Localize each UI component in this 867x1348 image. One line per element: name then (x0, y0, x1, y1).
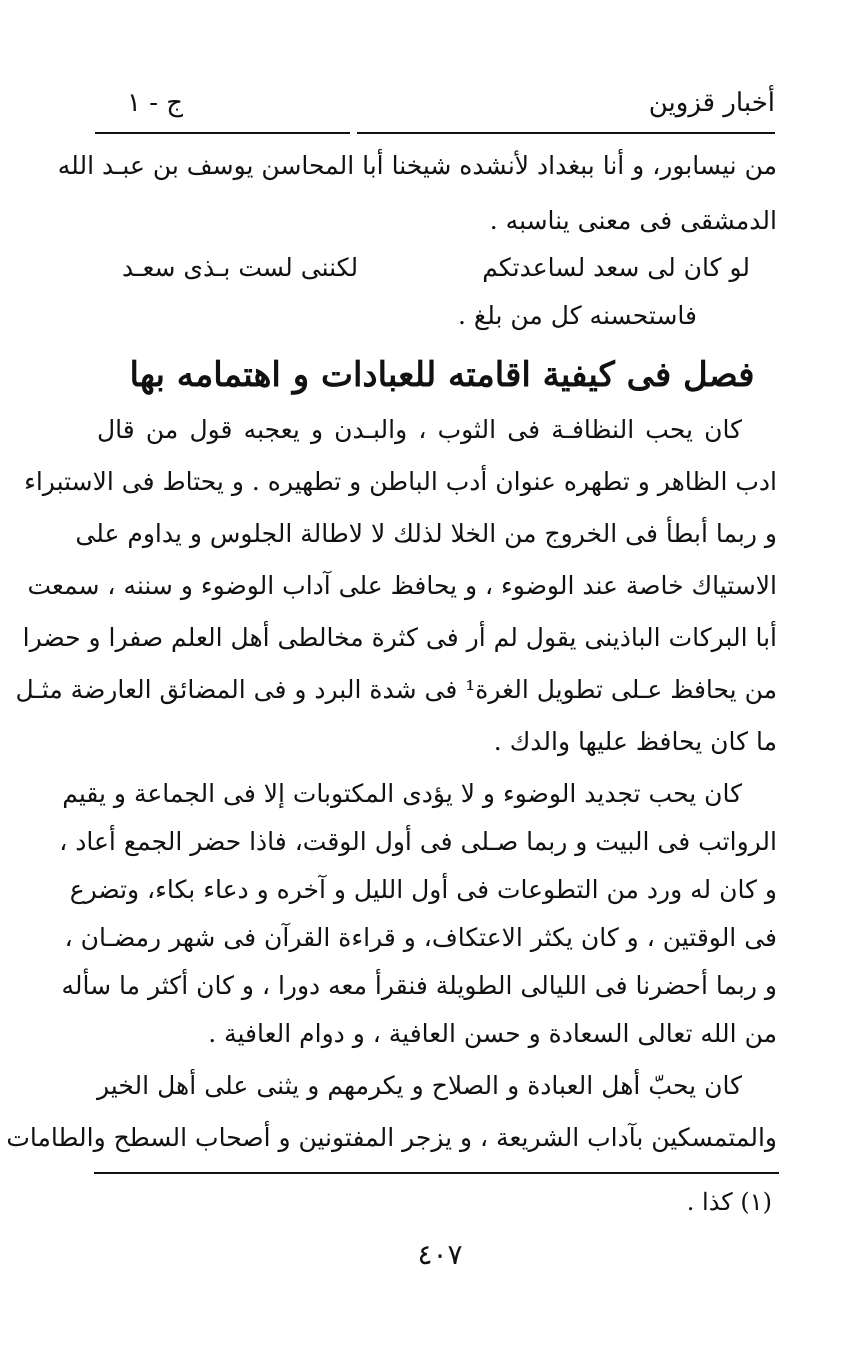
header-rule-left (95, 132, 350, 134)
text-line: و كان له ورد من التطوعات فى أول الليل و آخره و دعاء بكاء، وتضرع (69, 875, 777, 904)
text-line: والمتمسكين بآداب الشريعة ، و يزجر المفتونين و أصحاب السطح والطامات (6, 1123, 777, 1152)
footnote: (١) كذا . (686, 1188, 772, 1216)
text-line: من الله تعالى السعادة و حسن العافية ، و دوام العافية . (208, 1019, 777, 1048)
text-line: كان يحب تجديد الوضوء و لا يؤدى المكتوبات إلا فى الجماعة و يقيم (62, 779, 742, 808)
header-rule-right (357, 132, 775, 134)
text-line: ما كان يحافظ عليها والدك . (493, 727, 777, 756)
section-heading: فصل فى كيفية اقامته للعبادات و اهتمامه بها (129, 355, 755, 395)
text-line: فى الوقتين ، و كان يكثر الاعتكاف، و قراءة القرآن فى شهر رمضـان ، (64, 923, 777, 952)
verse-second-hemistich: لكننى لست بـذى سعـد (122, 253, 359, 282)
text-line: و ربما أبطأ فى الخروج من الخلا لذلك لا لاطالة الجلوس و يداوم على (75, 519, 777, 548)
text-line: من نيسابور، و أنا ببغداد لأنشده شيخنا أبا المحاسن يوسف بن عبـد الله (57, 151, 777, 180)
running-header (95, 88, 775, 132)
text-line: و ربما أحضرنا فى الليالى الطويلة فنقرأ معه دورا ، و كان أكثر ما سأله (61, 971, 777, 1000)
text-line: ادب الظاهر و تطهره عنوان أدب الباطن و تطهيره . و يحتاط فى الاستبراء (24, 467, 777, 496)
running-title: أخبار قزوين (648, 88, 775, 118)
text-line: الاستياك خاصة عند الوضوء ، و يحافظ على آداب الوضوء و سننه ، سمعت (27, 571, 777, 600)
verse-first-hemistich: لو كان لى سعد لساعدتكم (482, 253, 750, 282)
text-line: من يحافظ عـلى تطويل الغرة¹ فى شدة البرد و فى المضائق العارضة مثـل (15, 675, 777, 704)
text-line: الدمشقى فى معنى يناسبه . (489, 206, 777, 235)
text-line: كان يحبّ أهل العبادة و الصلاح و يكرمهم و يثنى على أهل الخير (97, 1071, 742, 1100)
text-line: كان يحب النظافـة فى الثوب ، والبـدن و يعجبه قول من قال (97, 415, 742, 444)
text-line: فاستحسنه كل من بلغ . (458, 301, 697, 330)
footnote-rule (94, 1172, 779, 1174)
text-line: أبا البركات الباذينى يقول لم أر فى كثرة مخالطى أهل العلم صفرا و حضرا (22, 623, 777, 652)
text-line: الرواتب فى البيت و ربما صـلى فى أول الوقت، فاذا حضر الجمع أعاد ، (59, 827, 777, 856)
volume-label: ج - ١ (127, 88, 184, 118)
page-number: ٤٠٧ (417, 1238, 463, 1271)
